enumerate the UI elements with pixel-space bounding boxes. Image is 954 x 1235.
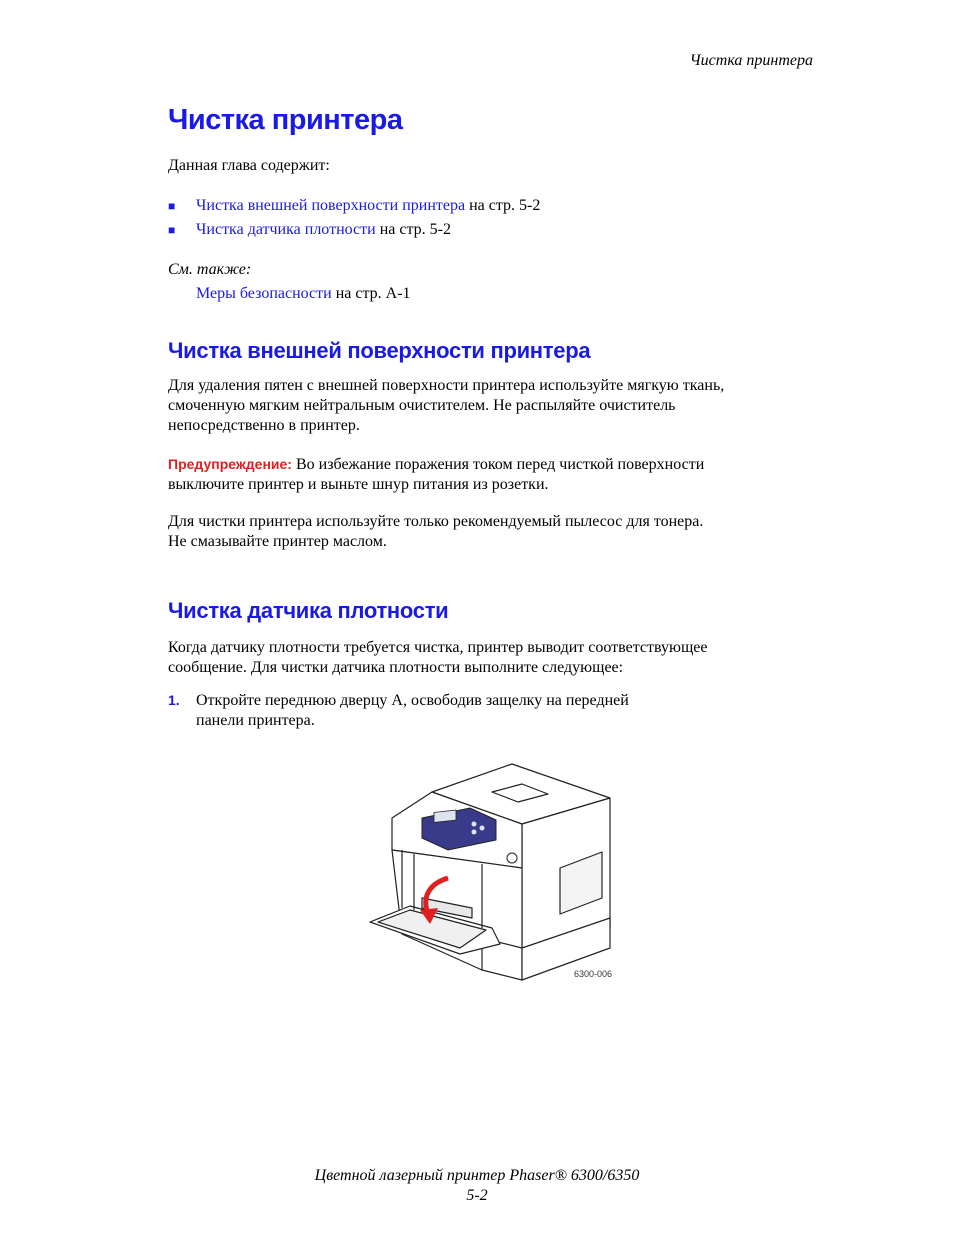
see-also-link[interactable]: Меры безопасности — [196, 285, 332, 302]
text-line: Откройте переднюю дверцу A, освободив защелку на передней — [196, 692, 629, 709]
warning-label: Предупреждение: — [168, 456, 292, 472]
section-heading-density-sensor: Чистка датчика плотности — [168, 598, 449, 623]
power-button-icon — [507, 853, 517, 863]
text-line: Для удаления пятен с внешней поверхности принтера используйте мягкую ткань, — [168, 377, 725, 394]
section1-paragraph-1 — [168, 376, 818, 436]
toc-page-ref: на стр. 5-2 — [375, 221, 451, 238]
see-also-page-ref: на стр. A-1 — [331, 285, 411, 302]
text-line: панели принтера. — [196, 712, 315, 729]
toc-item-1 — [168, 196, 818, 216]
section2-paragraph — [168, 638, 818, 678]
text-line: сообщение. Для чистки датчика плотности выполните следующее: — [168, 659, 624, 676]
text-line: непосредственно в принтер. — [168, 417, 360, 434]
square-bullet-icon: ■ — [168, 223, 176, 237]
footer-product: Цветной лазерный принтер Phaser® 6300/6350 — [314, 1167, 640, 1184]
text-line: смоченную мягким нейтральным очистителем. Не распыляйте очиститель — [168, 397, 676, 414]
toc-link-exterior[interactable]: Чистка внешней поверхности принтера — [196, 197, 466, 214]
section1-paragraph-2 — [168, 512, 818, 552]
step-1 — [168, 690, 818, 731]
intro-text: Данная глава содержит: — [168, 157, 330, 174]
toc-item-2 — [168, 220, 818, 240]
toc-page-ref: на стр. 5-2 — [465, 197, 541, 214]
panel-button — [472, 822, 477, 827]
toc-link-density-sensor[interactable]: Чистка датчика плотности — [196, 221, 376, 238]
text-line: выключите принтер и выньте шнур питания из розетки. — [168, 476, 549, 493]
printer-front-door-illustration — [362, 758, 618, 986]
see-also-ref — [196, 284, 846, 304]
running-header: Чистка принтера — [689, 52, 813, 69]
page-title: Чистка принтера — [168, 104, 403, 136]
section-heading-exterior: Чистка внешней поверхности принтера — [168, 338, 591, 363]
figure-code: 6300-006 — [574, 969, 613, 979]
warning-paragraph — [168, 454, 818, 495]
panel-button — [480, 826, 485, 831]
text-line: Когда датчику плотности требуется чистка, принтер выводит соответствующее — [168, 639, 708, 656]
footer-page-number: 5-2 — [466, 1187, 488, 1204]
step-number: 1. — [168, 692, 180, 708]
text-line: Во избежание поражения током перед чисткой поверхности — [291, 456, 705, 473]
text-line: Не смазывайте принтер маслом. — [168, 533, 387, 550]
panel-button — [472, 830, 477, 835]
square-bullet-icon: ■ — [168, 199, 176, 213]
see-also-label: См. также: — [168, 261, 252, 278]
text-line: Для чистки принтера используйте только рекомендуемый пылесос для тонера. — [168, 513, 704, 530]
panel-display — [434, 810, 456, 822]
